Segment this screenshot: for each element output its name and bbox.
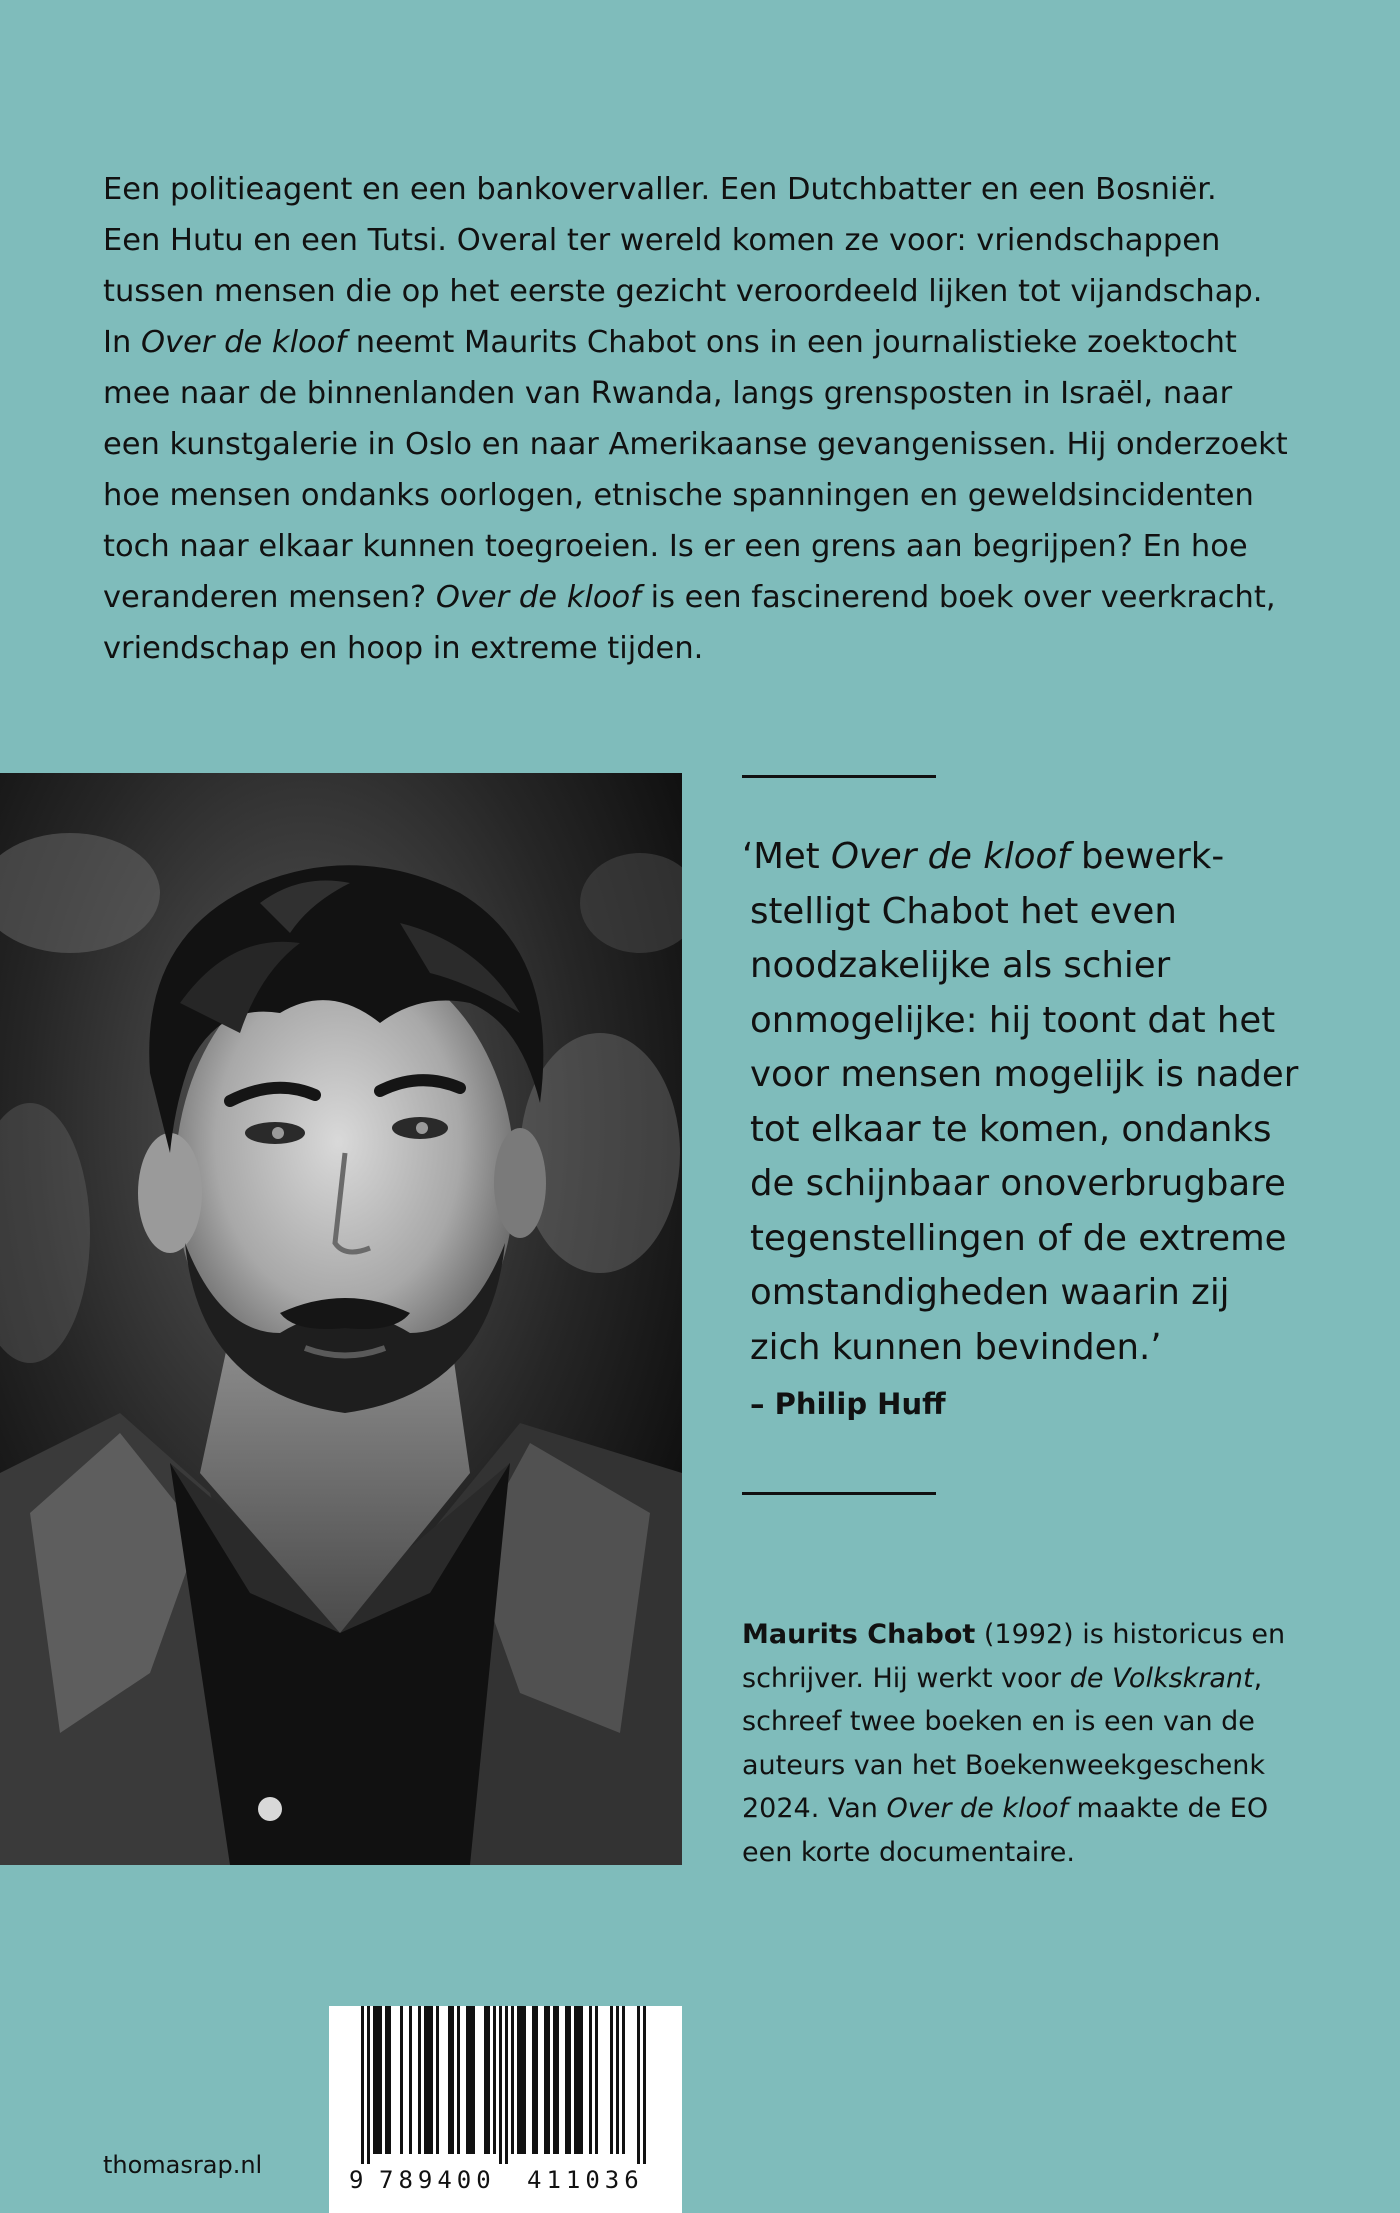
bio-line: een korte documentaire. xyxy=(742,1836,1075,1868)
barcode-bar xyxy=(553,2006,556,2154)
blurb-line: Een Hutu en een Tutsi. Overal ter wereld komen ze voor: vriendschappen xyxy=(103,223,1221,258)
barcode-bar xyxy=(451,2006,454,2154)
book-title: Over de kloof xyxy=(435,580,641,615)
blurb-line: vriendschap en hoop in extreme tijden. xyxy=(103,631,704,666)
blurb-line: Een politieagent en een bankovervaller. Een Dutchbatter en een Bosniër. xyxy=(103,172,1217,207)
barcode-bar xyxy=(484,2006,487,2154)
barcode-bar xyxy=(505,2006,508,2164)
quote-attribution: – Philip Huff xyxy=(750,1387,946,1421)
bio-line: Maurits Chabot (1992) is historicus en xyxy=(742,1619,1286,1650)
barcode-bar xyxy=(400,2006,403,2154)
barcode-bar xyxy=(544,2006,547,2154)
barcode-bar xyxy=(469,2006,472,2154)
bio-line: auteurs van het Boekenweekgeschenk xyxy=(742,1749,1265,1781)
barcode-bar xyxy=(556,2006,559,2154)
bio-line: schreef twee boeken en is een van de xyxy=(742,1706,1255,1737)
barcode-bar xyxy=(577,2006,580,2154)
barcode-bar xyxy=(493,2006,496,2154)
barcode-bar xyxy=(637,2006,640,2164)
barcode-bar xyxy=(385,2006,388,2154)
book-title: Over de kloof xyxy=(886,1793,1069,1824)
quote-line: zich kunnen bevinden.’ xyxy=(750,1326,1162,1368)
blurb-line: tussen mensen die op het eerste gezicht veroordeeld lijken tot vijandschap. xyxy=(103,274,1263,309)
barcode-bar xyxy=(457,2006,460,2154)
book-title: Over de kloof xyxy=(141,325,347,360)
isbn-right-group: 411036 xyxy=(527,2166,644,2194)
blurb xyxy=(103,164,1293,674)
barcode-bar xyxy=(430,2006,433,2154)
blurb-line: toch naar elkaar kunnen toegroeien. Is er een grens aan begrijpen? En hoe xyxy=(103,529,1248,564)
barcode-bar xyxy=(418,2006,421,2154)
barcode-bar xyxy=(373,2006,376,2154)
quote-line: ‘Met Over de kloof bewerk- xyxy=(742,836,1225,877)
barcode-bar xyxy=(424,2006,427,2154)
barcode-bar xyxy=(511,2006,514,2154)
book-title: Over de kloof xyxy=(830,836,1070,877)
blurb-line: mee naar de binnenlanden van Rwanda, langs grensposten in Israël, naar xyxy=(103,376,1233,411)
blurb-line: hoe mensen ondanks oorlogen, etnische spanningen en geweldsincidenten xyxy=(103,478,1254,513)
barcode-bar xyxy=(361,2006,364,2164)
quote-line: voor mensen mogelijk is nader xyxy=(750,1054,1299,1095)
barcode-bar xyxy=(367,2006,370,2164)
barcode-bar xyxy=(448,2006,451,2154)
quote-line: de schijnbaar onoverbrugbare xyxy=(750,1163,1286,1204)
isbn-left-group: 789400 xyxy=(379,2166,496,2194)
barcode-bar xyxy=(547,2006,550,2154)
barcode-bar xyxy=(427,2006,430,2154)
divider-top xyxy=(742,775,936,778)
barcode-bar xyxy=(388,2006,391,2154)
barcode-bar xyxy=(487,2006,490,2154)
barcode-bar xyxy=(376,2006,379,2154)
barcode-bar xyxy=(580,2006,583,2154)
isbn-first-digit: 9 xyxy=(349,2166,364,2194)
publisher-url: thomasrap.nl xyxy=(103,2151,263,2179)
author-photo xyxy=(0,773,682,1865)
barcode-bar xyxy=(472,2006,475,2154)
barcode-bar xyxy=(565,2006,568,2154)
barcode-bar xyxy=(409,2006,412,2154)
barcode-bar xyxy=(436,2006,439,2154)
barcode-bar xyxy=(622,2006,625,2154)
barcode-bar xyxy=(523,2006,526,2154)
barcode-bar xyxy=(517,2006,520,2154)
review-quote xyxy=(742,830,1342,1375)
barcode-bar xyxy=(595,2006,598,2154)
barcode-bar xyxy=(643,2006,646,2164)
barcode-bar xyxy=(610,2006,613,2154)
barcode-bar xyxy=(466,2006,469,2154)
bio-line: schrijver. Hij werkt voor de Volkskrant, xyxy=(742,1662,1263,1694)
divider-bottom xyxy=(742,1492,936,1495)
barcode-bar xyxy=(616,2006,619,2154)
blurb-line: In Over de kloof neemt Maurits Chabot ons in een journalistieke zoektocht xyxy=(103,325,1237,360)
blurb-line: veranderen mensen? Over de kloof is een fascinerend boek over veerkracht, xyxy=(103,580,1276,615)
isbn-barcode xyxy=(329,2006,682,2213)
barcode-bar xyxy=(568,2006,571,2154)
quote-line: noodzakelijke als schier xyxy=(750,945,1171,986)
barcode-bar xyxy=(574,2006,577,2154)
blurb-line: een kunstgalerie in Oslo en naar Amerikaanse gevangenissen. Hij onderzoekt xyxy=(103,427,1288,462)
newspaper-name: de Volkskrant xyxy=(1069,1662,1254,1694)
quote-line: onmogelijke: hij toont dat het xyxy=(750,999,1276,1041)
bio-line: 2024. Van Over de kloof maakte de EO xyxy=(742,1793,1269,1824)
barcode-bar xyxy=(589,2006,592,2154)
quote-line: tot elkaar te komen, ondanks xyxy=(750,1108,1272,1150)
author-name: Maurits Chabot xyxy=(742,1619,976,1650)
barcode-bars xyxy=(329,2006,682,2166)
barcode-bar xyxy=(520,2006,523,2154)
quote-line: tegenstellingen of de extreme xyxy=(750,1217,1287,1259)
barcode-bar xyxy=(499,2006,502,2164)
author-bio xyxy=(742,1613,1302,1874)
barcode-bar xyxy=(532,2006,535,2154)
barcode-bar xyxy=(379,2006,382,2154)
barcode-bar xyxy=(535,2006,538,2154)
quote-line: omstandigheden waarin zij xyxy=(750,1272,1230,1313)
quote-line: stelligt Chabot het even xyxy=(750,890,1177,932)
